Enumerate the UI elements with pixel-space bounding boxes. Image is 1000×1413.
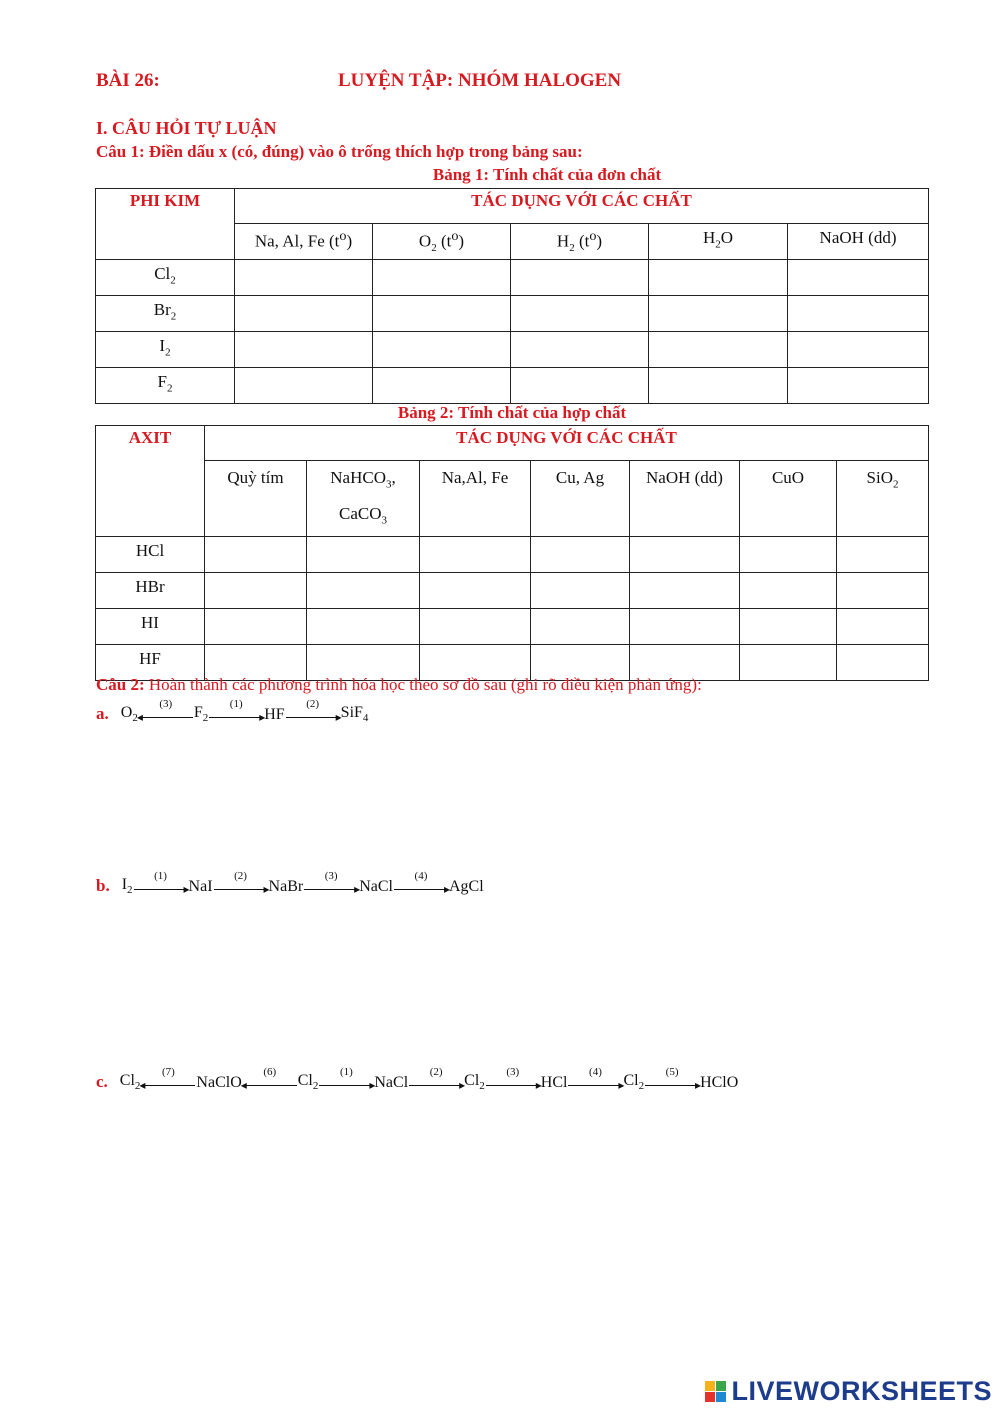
- species: AgCl: [448, 878, 484, 896]
- answer-cell[interactable]: [740, 572, 837, 608]
- step-number: (2): [306, 698, 320, 711]
- answer-cell[interactable]: [630, 572, 740, 608]
- species: $Cl_2$: [464, 1072, 485, 1093]
- species: SiF$_4$: [340, 704, 369, 725]
- answer-cell[interactable]: [649, 260, 788, 296]
- answer-cell[interactable]: [235, 296, 373, 332]
- species: NaBr: [268, 878, 304, 896]
- table2-row-header: HCl: [96, 536, 205, 572]
- reaction-arrow: (2) ▸: [286, 710, 340, 724]
- answer-cell[interactable]: [788, 332, 929, 368]
- answer-cell[interactable]: [630, 536, 740, 572]
- answer-cell[interactable]: [373, 368, 511, 404]
- reaction-arrow: (7) ◂: [141, 1078, 195, 1092]
- step-number: (3): [159, 698, 173, 711]
- step-number: (4): [414, 870, 428, 883]
- answer-cell[interactable]: [788, 260, 929, 296]
- answer-cell[interactable]: [205, 608, 307, 644]
- table1-corner: PHI KIM: [96, 189, 235, 260]
- step-number: (1): [339, 1066, 353, 1079]
- table2-col-header: CuO: [740, 461, 837, 537]
- step-number: (5): [665, 1066, 679, 1079]
- section-heading: I. CÂU HỎI TỰ LUẬN: [96, 118, 277, 138]
- step-number: (1): [229, 698, 243, 711]
- answer-cell[interactable]: [511, 296, 649, 332]
- question-2-text: Hoàn thành các phương trình hóa học theo sơ đồ sau (ghi rõ điều kiện phản ứng):: [144, 675, 702, 694]
- step-number: (2): [429, 1066, 443, 1079]
- species: $Cl_2$: [623, 1072, 645, 1093]
- answer-cell[interactable]: [788, 368, 929, 404]
- table2-caption: Bảng 2: Tính chất của hợp chất: [397, 403, 627, 422]
- reaction-arrow: (3) ▸: [486, 1078, 540, 1092]
- lesson-title: LUYỆN TẬP: NHÓM HALOGEN: [338, 70, 622, 91]
- species: $O_2$: [120, 704, 138, 725]
- answer-cell[interactable]: [511, 368, 649, 404]
- table2-col-header: NaOH (dd): [630, 461, 740, 537]
- reaction-arrow: (2) ▸: [214, 882, 268, 896]
- table1-row-header: $Cl_2$: [96, 260, 235, 296]
- answer-cell[interactable]: [788, 296, 929, 332]
- answer-cell[interactable]: [307, 536, 420, 572]
- answer-cell[interactable]: [420, 572, 531, 608]
- answer-cell[interactable]: [511, 260, 649, 296]
- lesson-number: BÀI 26:: [96, 70, 160, 91]
- species: $Cl_2$: [297, 1072, 319, 1093]
- table1-row-header: $I_2$: [96, 332, 235, 368]
- answer-cell[interactable]: [740, 644, 837, 680]
- table1-row-header: $F_2$: [96, 368, 235, 404]
- species: NaCl: [359, 878, 393, 896]
- logo-mark-icon: [705, 1381, 727, 1403]
- reaction-arrow: (5) ▸: [645, 1078, 699, 1092]
- answer-cell[interactable]: [531, 608, 630, 644]
- table2-group-header: TÁC DỤNG VỚI CÁC CHẤT: [205, 426, 929, 461]
- answer-cell[interactable]: [235, 368, 373, 404]
- table2-row-header: HBr: [96, 572, 205, 608]
- answer-cell[interactable]: [420, 536, 531, 572]
- step-number: (7): [162, 1066, 175, 1079]
- answer-cell[interactable]: [740, 536, 837, 572]
- answer-cell[interactable]: [235, 260, 373, 296]
- table2-col-header: Na,Al, Fe: [420, 461, 531, 537]
- table1-col-header: $O_2$ $(t^o)$: [373, 224, 511, 260]
- answer-cell[interactable]: [235, 332, 373, 368]
- table1-caption: Bảng 1: Tính chất của đơn chất: [432, 165, 662, 184]
- species: HCl: [540, 1074, 568, 1092]
- table2-col-header: Cu, Ag: [531, 461, 630, 537]
- table1-col-header: NaOH (dd): [788, 224, 929, 260]
- species: NaCl: [374, 1074, 409, 1092]
- step-number: (3): [324, 870, 338, 883]
- reaction-arrow: (1) ▸: [134, 882, 188, 896]
- answer-cell[interactable]: [205, 536, 307, 572]
- answer-cell[interactable]: [837, 536, 929, 572]
- table1-col-header: $H_2O$: [649, 224, 788, 260]
- answer-cell[interactable]: [837, 608, 929, 644]
- table2-row-header: HI: [96, 608, 205, 644]
- answer-cell[interactable]: [649, 296, 788, 332]
- step-number: (4): [589, 1066, 602, 1079]
- step-number: (2): [234, 870, 247, 883]
- scheme-c: [96, 1066, 739, 1093]
- reaction-arrow: (1) ▸: [319, 1078, 373, 1092]
- species: $I_2$: [121, 876, 133, 897]
- question-2-label: Câu 2:: [96, 675, 145, 694]
- header: [96, 70, 622, 92]
- nahco3-text: NaHCO$_3$,: [330, 468, 396, 491]
- reaction-arrow: (4) ▸: [394, 882, 448, 896]
- scheme-a: [96, 698, 369, 725]
- table2-col-header: Quỳ tím: [205, 461, 307, 537]
- answer-cell[interactable]: [307, 608, 420, 644]
- table1: [95, 188, 929, 404]
- reaction-arrow: (4) ▸: [568, 1078, 622, 1092]
- answer-cell[interactable]: [205, 572, 307, 608]
- table1-row-header: $Br_2$: [96, 296, 235, 332]
- table2-col-header: [307, 461, 420, 537]
- scheme-label: c.: [96, 1072, 108, 1092]
- answer-cell[interactable]: [649, 332, 788, 368]
- table1-group-header: TÁC DỤNG VỚI CÁC CHẤT: [235, 189, 929, 224]
- reaction-arrow: (3) ◂: [139, 710, 193, 724]
- reaction-arrow: (3) ▸: [304, 882, 358, 896]
- answer-cell[interactable]: [649, 368, 788, 404]
- reaction-arrow: (2) ▸: [409, 1078, 463, 1092]
- step-number: (1): [154, 870, 167, 883]
- liveworksheets-logo: [705, 1376, 992, 1407]
- species: HF: [264, 706, 285, 724]
- answer-cell[interactable]: [373, 260, 511, 296]
- caco3-text: CaCO$_3$: [339, 504, 387, 527]
- reaction-arrow: (1) ▸: [209, 710, 263, 724]
- species: HClO: [700, 1074, 739, 1092]
- answer-cell[interactable]: [740, 608, 837, 644]
- species: NaClO: [196, 1074, 242, 1092]
- answer-cell[interactable]: [511, 332, 649, 368]
- scheme-label: b.: [96, 876, 110, 896]
- scheme-label: a.: [96, 704, 109, 724]
- answer-cell[interactable]: [420, 608, 531, 644]
- question-2: [96, 675, 702, 695]
- answer-cell[interactable]: [307, 572, 420, 608]
- step-number: (3): [506, 1066, 520, 1079]
- answer-cell[interactable]: [837, 572, 929, 608]
- species: NaI: [188, 878, 213, 896]
- answer-cell[interactable]: [531, 572, 630, 608]
- answer-cell[interactable]: [373, 296, 511, 332]
- step-number: (6): [263, 1066, 277, 1079]
- table1-col-header: $H_2$ $(t^o)$: [511, 224, 649, 260]
- table2-row-header: HF: [96, 644, 205, 680]
- table1-col-header: Na, Al, Fe $(t^o)$: [235, 224, 373, 260]
- scheme-b: [96, 870, 484, 897]
- question-1: Câu 1: Điền dấu x (có, đúng) vào ô trống thích hợp trong bảng sau:: [96, 142, 583, 161]
- table2-col-header: SiO$_2$: [837, 461, 929, 537]
- answer-cell[interactable]: [837, 644, 929, 680]
- table2: [95, 425, 929, 681]
- species: $F_2$: [193, 704, 209, 725]
- species: $Cl_2$: [119, 1072, 141, 1093]
- answer-cell[interactable]: [373, 332, 511, 368]
- reaction-arrow: (6) ◂: [243, 1078, 297, 1092]
- table2-corner: AXIT: [96, 426, 205, 537]
- answer-cell[interactable]: [630, 608, 740, 644]
- brand-name: LIVEWORKSHEETS: [731, 1376, 992, 1406]
- answer-cell[interactable]: [531, 536, 630, 572]
